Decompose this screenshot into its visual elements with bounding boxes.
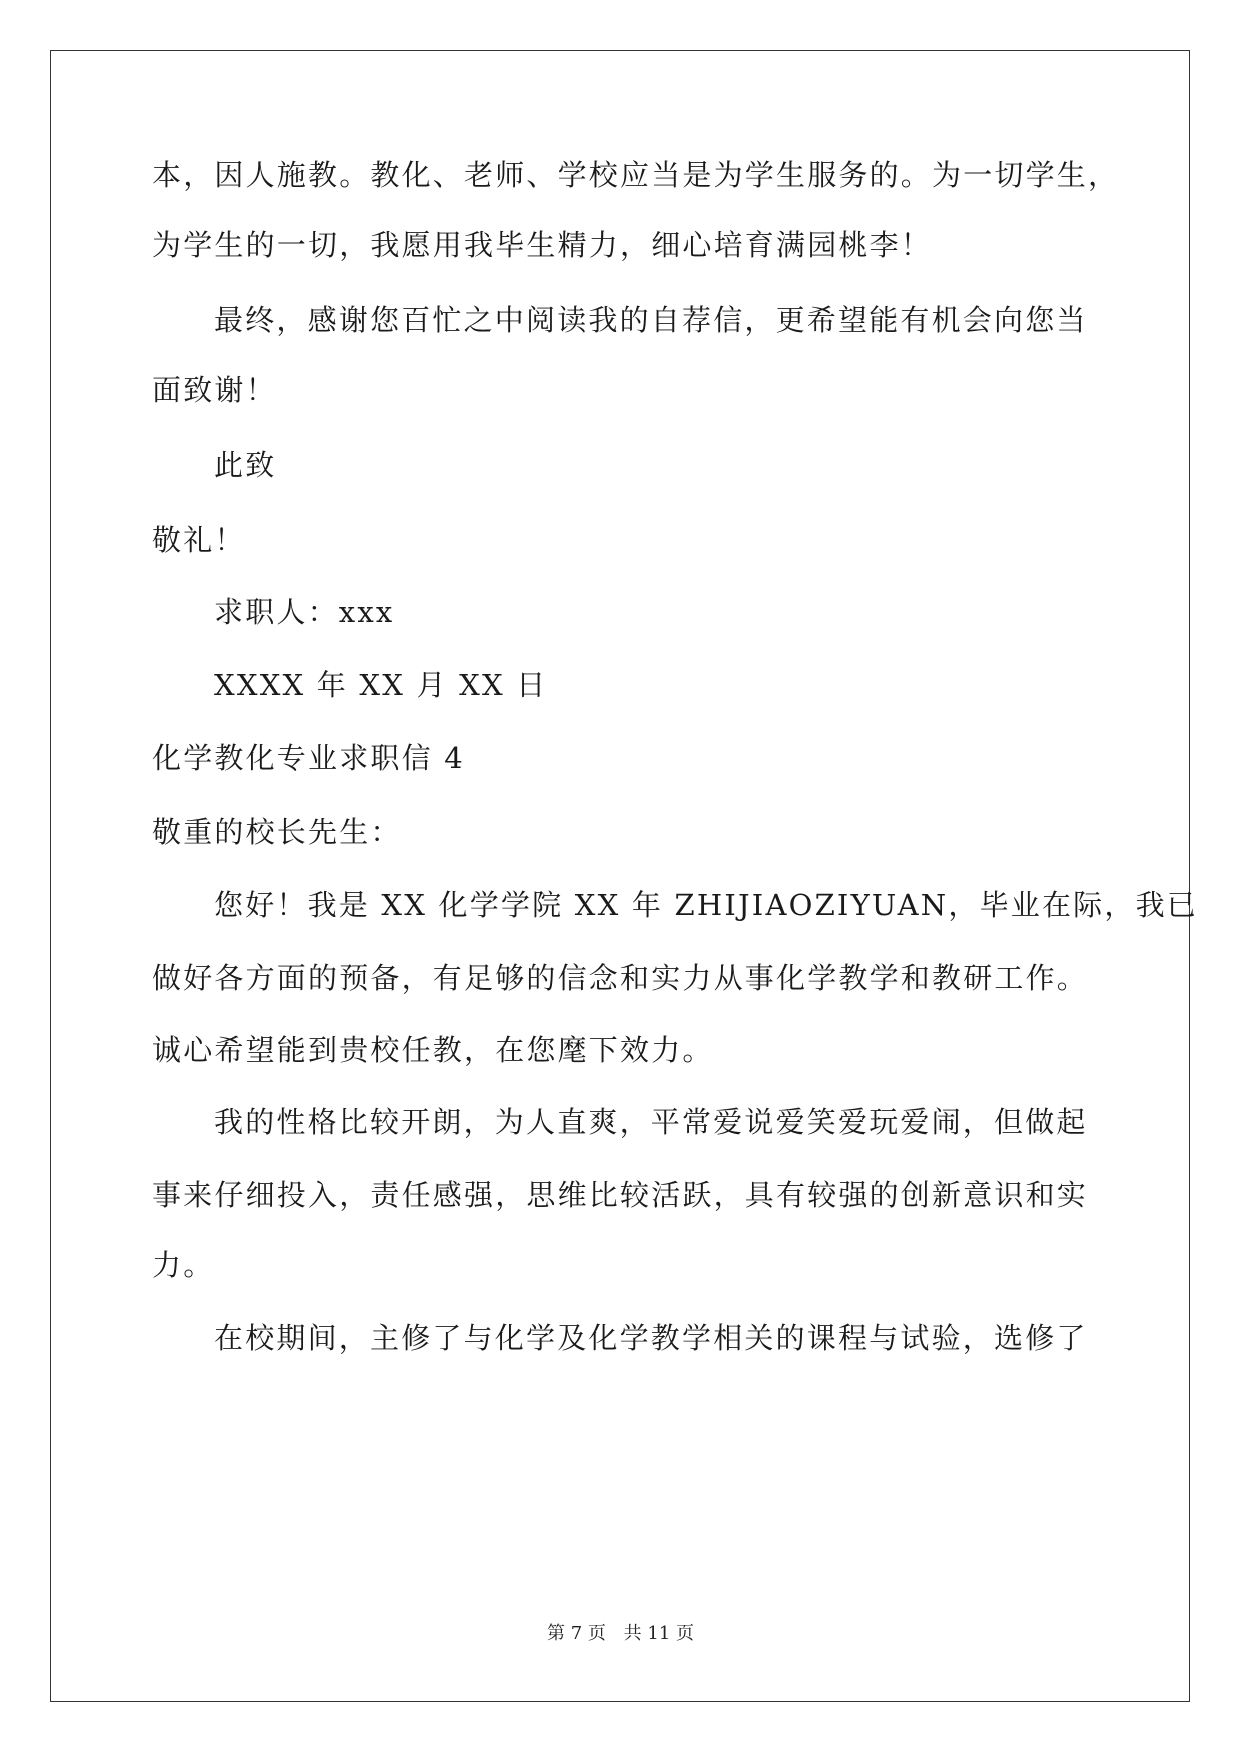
text-line: 力。	[152, 1248, 215, 1282]
greeting-line: 敬重的校长先生：	[152, 815, 402, 849]
text-line: 面致谢！	[152, 373, 277, 407]
text-line: 我的性格比较开朗，为人直爽，平常爱说爱笑爱玩爱闹，但做起	[214, 1105, 1088, 1139]
text-line: 诚心希望能到贵校任教，在您麾下效力。	[152, 1033, 714, 1067]
signature-line: 求职人：xxx	[214, 595, 395, 629]
date-line: XXXX 年 XX 月 XX 日	[214, 668, 548, 702]
closing-regards: 敬礼！	[152, 523, 246, 557]
page-total: 共 11 页	[623, 1623, 694, 1644]
text-line: 做好各方面的预备，有足够的信念和实力从事化学教学和教研工作。	[152, 961, 1089, 995]
text-line: 您好！我是 XX 化学学院 XX 年 ZHIJIAOZIYUAN，毕业在际，我已	[214, 888, 1198, 922]
page-footer	[0, 1622, 1241, 1646]
text-line: 本，因人施教。教化、老师、学校应当是为学生服务的。为一切学生，	[152, 158, 1120, 192]
page-border	[50, 50, 1190, 1702]
text-line: 在校期间，主修了与化学及化学教学相关的课程与试验，选修了	[214, 1321, 1088, 1355]
section-heading: 化学教化专业求职信 4	[152, 741, 465, 775]
page-number: 第 7 页	[547, 1623, 606, 1644]
text-line: 为学生的一切，我愿用我毕生精力，细心培育满园桃李！	[152, 228, 933, 262]
text-line: 最终，感谢您百忙之中阅读我的自荐信，更希望能有机会向您当	[214, 303, 1088, 337]
closing-salutation: 此致	[214, 448, 277, 482]
text-line: 事来仔细投入，责任感强，思维比较活跃，具有较强的创新意识和实	[152, 1178, 1089, 1212]
